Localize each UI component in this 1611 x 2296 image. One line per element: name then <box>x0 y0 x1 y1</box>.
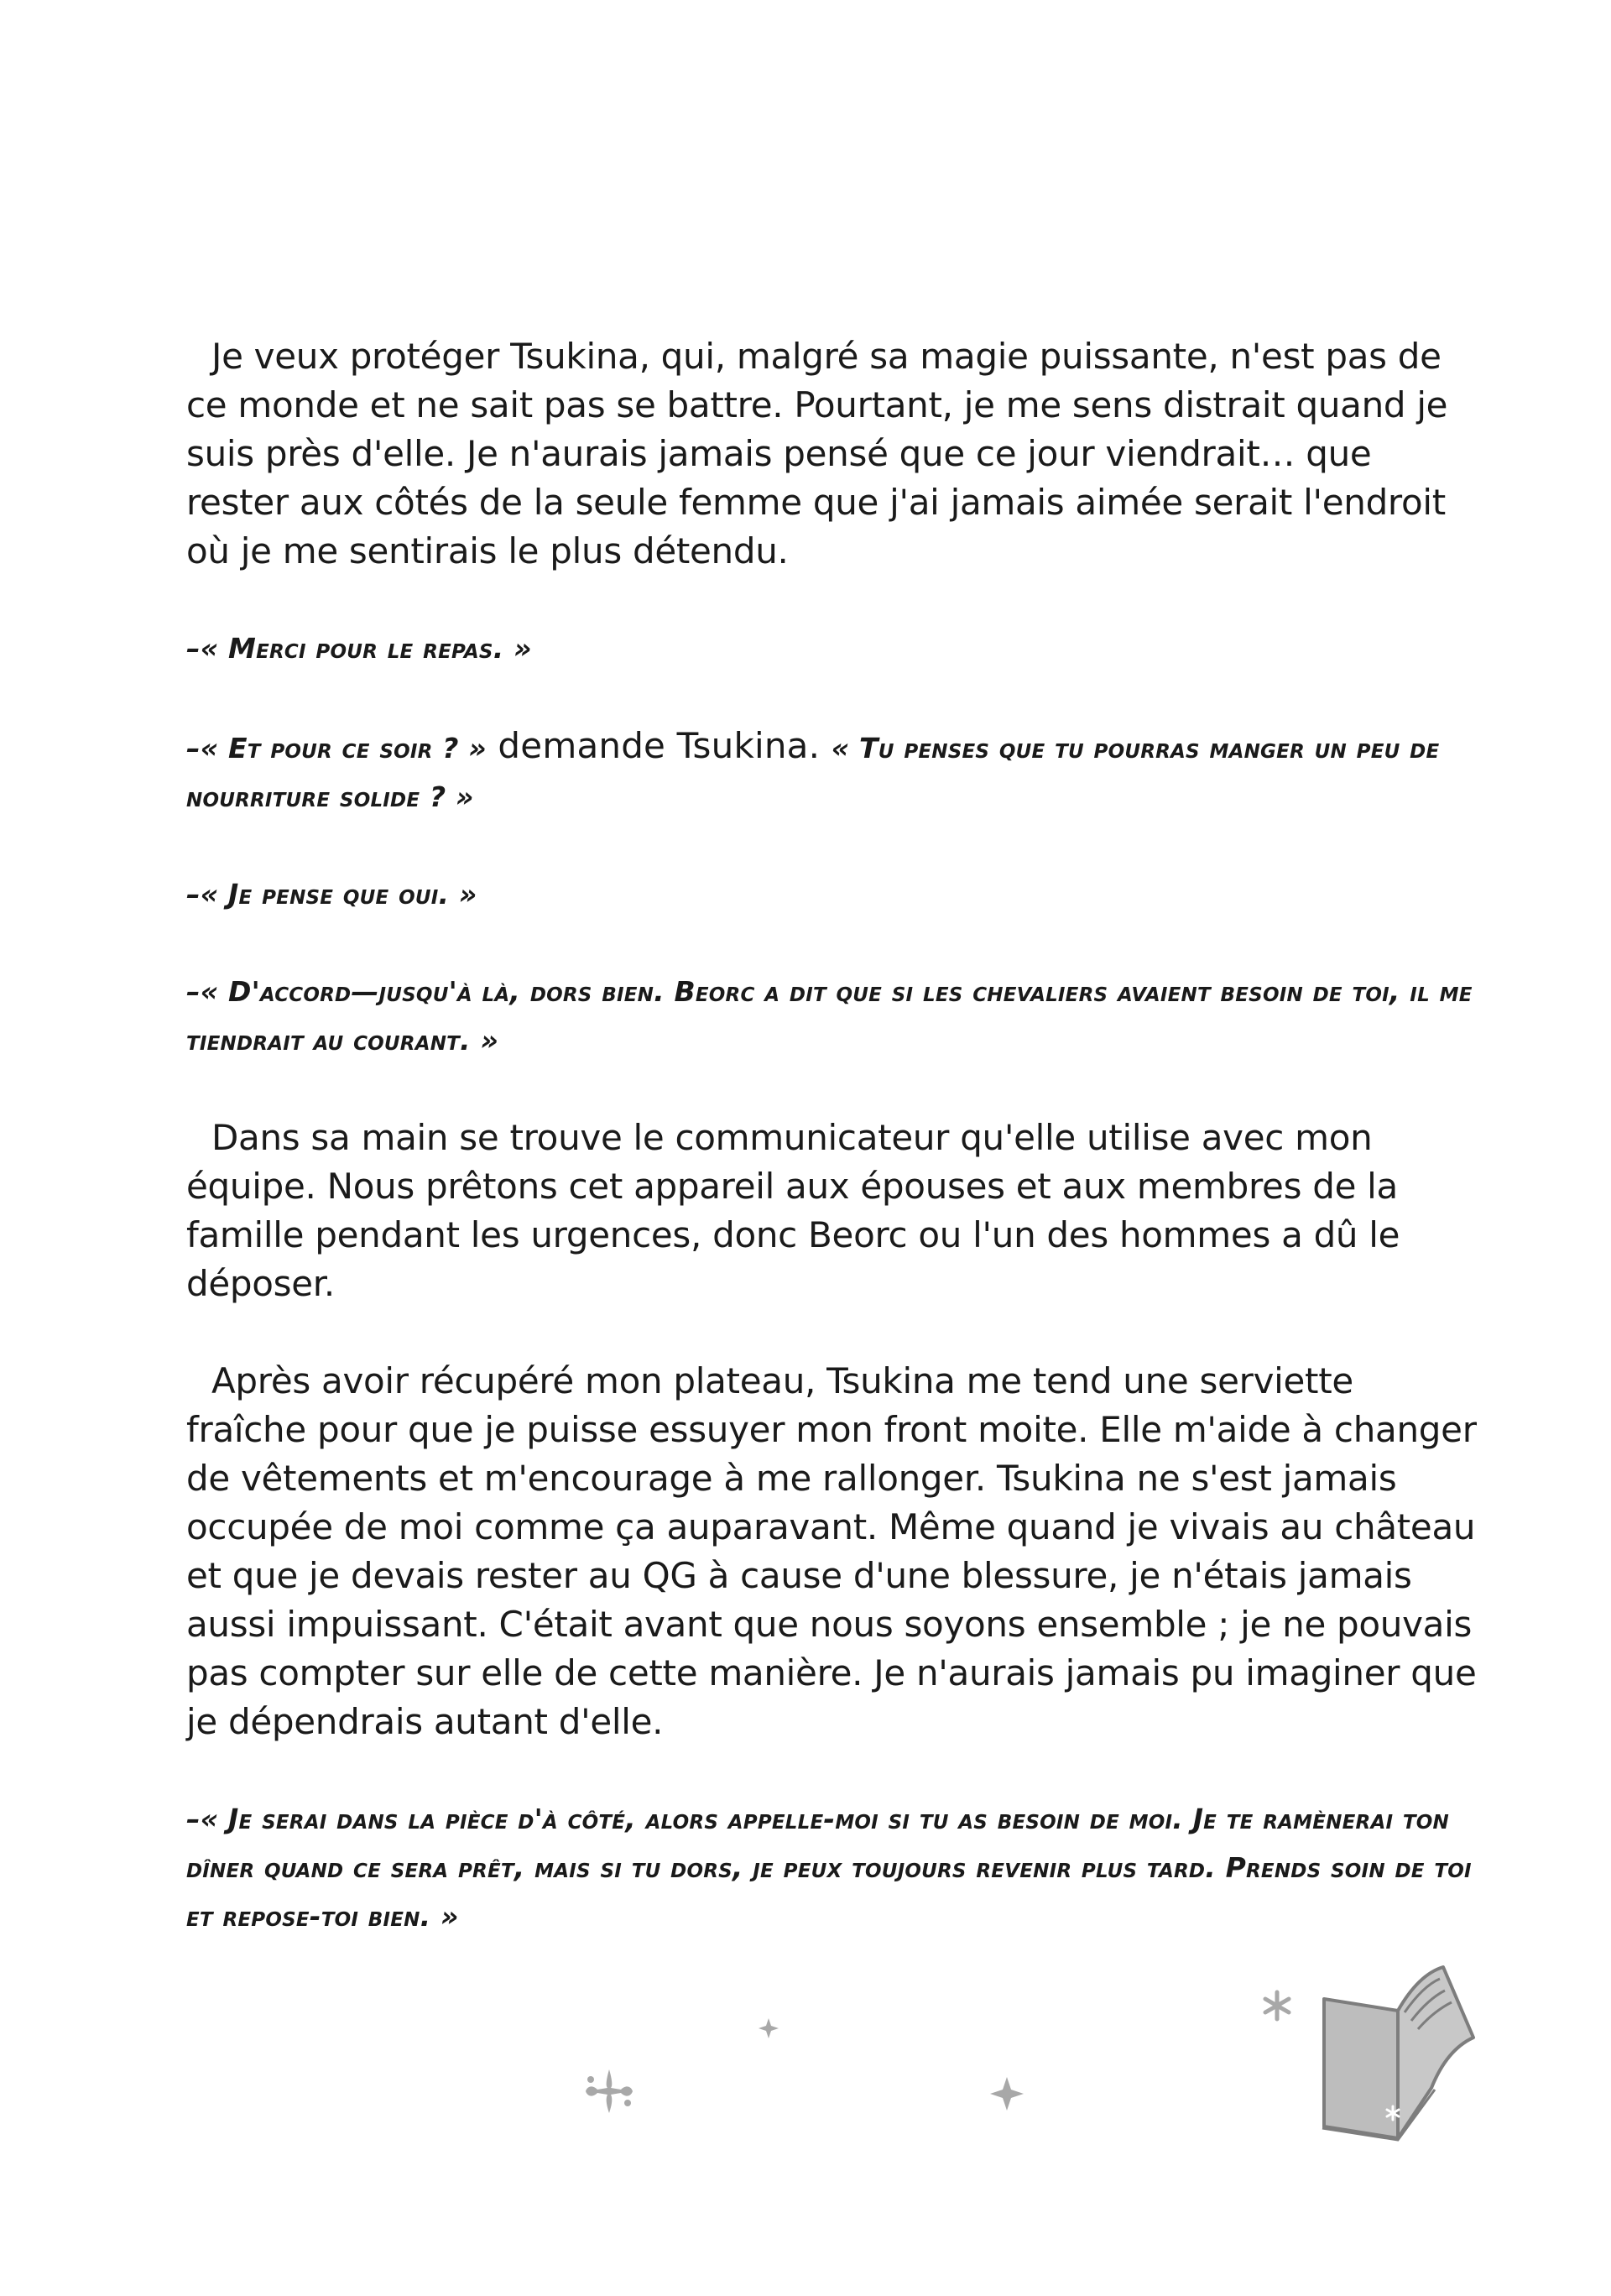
asterisk-sparkle-icon <box>1265 1992 1289 2019</box>
dialogue-speech: –« Et pour ce soir ? » <box>186 732 487 764</box>
dialogue-speech: –« D'accord—jusqu'à là, dors bien. Beorc a dit que si les chevaliers avaient besoin de toi, il me tiendrait au courant. » <box>186 975 1473 1057</box>
dialogue-narration: demande Tsukina. <box>486 725 832 766</box>
dialogue-speech: –« Je serai dans la pièce d'à côté, alors appelle-moi si tu as besoin de moi. Je te ramènerai ton dîner quand ce sera prêt, mais si tu dors, je peux toujours revenir plus tard. Prends soin de toi et repose-toi bien. » <box>186 1803 1472 1933</box>
dialogue-line <box>186 722 1478 822</box>
dialogue-speech: « Tu penses que tu pourras manger un peu de nourriture solide ? » <box>186 732 1440 813</box>
dialogue-line <box>186 870 1478 919</box>
narrative-paragraph: Je veux protéger Tsukina, qui, malgré sa magie puissante, n'est pas de ce monde et ne sait pas se battre. Pourtant, je me sens distrait quand je suis près d'elle. Je n'aurais jamais pensé que ce jour viendrait… que rester aux côtés de la seule femme que j'ai jamais aimée serait l'endroit où je me sentirais le plus détendu. <box>186 336 1448 571</box>
sparkle-icon <box>990 2077 1024 2111</box>
narrative-paragraph: Après avoir récupéré mon plateau, Tsukina me tend une serviette fraîche pour que je puisse essuyer mon front moite. Elle m'aide à changer de vêtements et m'encourage à me rallonger. Tsukina ne s'est jamais occupée de moi comme ça auparavant. Même quand je vivais au château et que je devais rester au QG à cause d'une blessure, je n'étais jamais aussi impuissant. C'était avant que nous soyons ensemble ; je ne pouvais pas compter sur elle de cette manière. Je n'aurais jamais pu imaginer que je dépendrais autant d'elle. <box>186 1360 1477 1742</box>
sparkle-small-icon <box>759 2018 779 2038</box>
flourish-cross-icon <box>586 2069 633 2113</box>
dialogue-speech: –« Je pense que oui. » <box>186 878 477 911</box>
open-book-icon <box>1322 1967 1473 2140</box>
dialogue-speech: –« Merci pour le repas. » <box>186 632 532 665</box>
page-text <box>186 332 1478 1990</box>
dialogue-line <box>186 1795 1478 1941</box>
dialogue-line <box>186 968 1478 1065</box>
narrative-paragraph: Dans sa main se trouve le communicateur qu'elle utilise avec mon équipe. Nous prêtons cet appareil aux épouses et aux membres de la famille pendant les urgences, donc Beorc ou l'un des hommes a dû le déposer. <box>186 1117 1400 1304</box>
dialogue-line <box>186 624 1478 673</box>
